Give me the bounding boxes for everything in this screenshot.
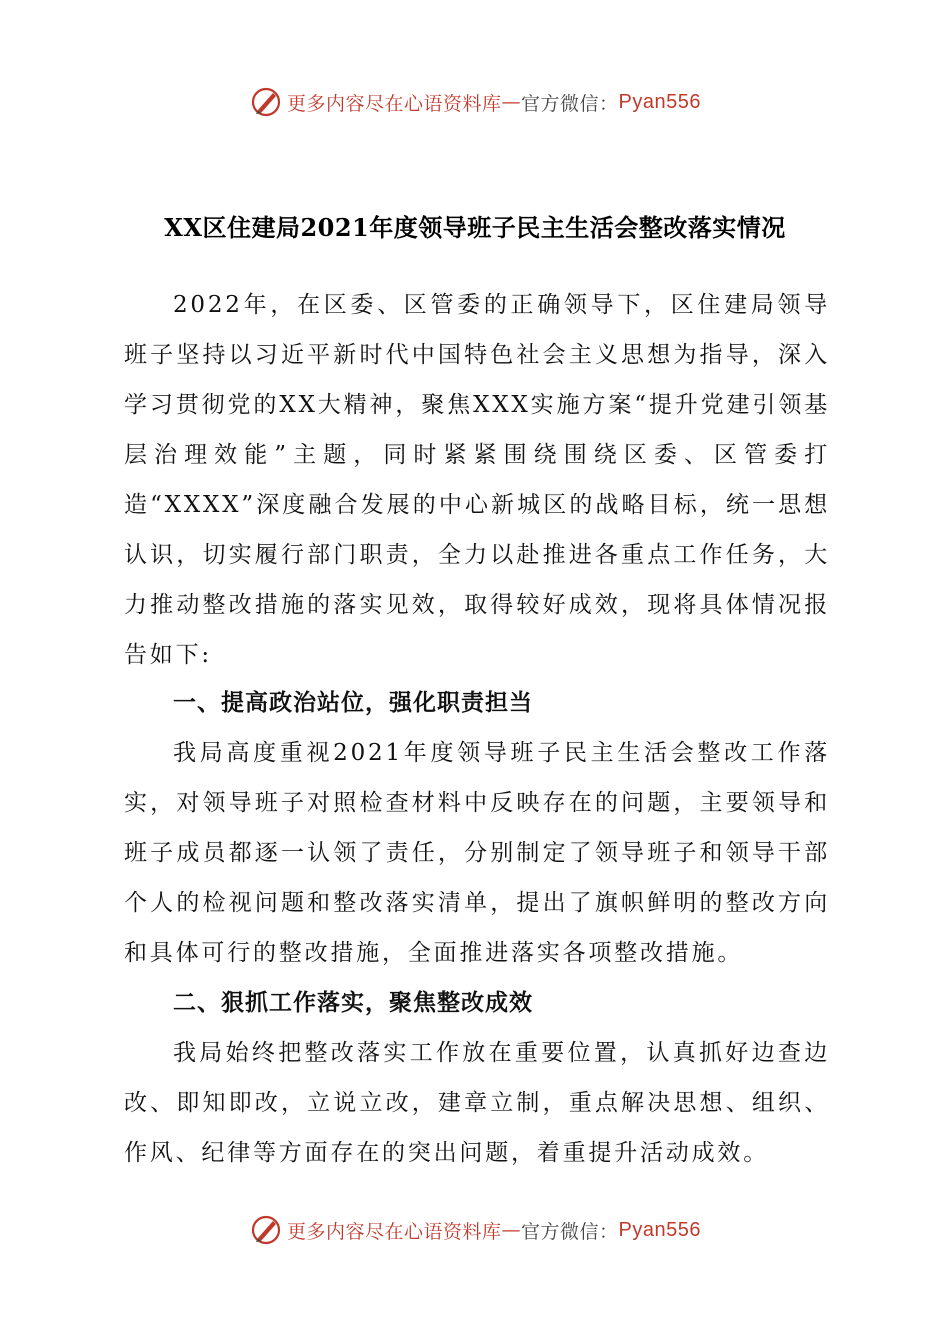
watermark-official-label: 官方微信： xyxy=(521,92,619,115)
watermark-library-text: 更多内容尽在心语资料库 xyxy=(287,1220,502,1243)
section-heading-2: 二、狠抓工作落实，聚焦整改成效 xyxy=(173,990,533,1016)
watermark-wechat-id: Pyan556 xyxy=(618,1218,701,1241)
pen-circle-logo-icon xyxy=(249,1213,283,1247)
watermark-dash: — xyxy=(501,1219,522,1241)
watermark-dash: — xyxy=(501,91,522,113)
document-title: XX区住建局2021年度领导班子民主生活会整改落实情况 xyxy=(164,213,786,242)
intro-paragraph: 2022年，在区委、区管委的正确领导下，区住建局领导班子坚持以习近平新时代中国特色社会主义思想为指导，深入学习贯彻党的XX大精神，聚焦XXX实施方案“提升党建引领基层治理效能”主题，同时紧紧围绕围绕区委、区管委打造“XXXX”深度融合发展的中心新城区的战略目标，统一思想认识，切实履行部门职责，全力以赴推进各重点工作任务，大力推动整改措施的落实见效，取得较好成效，现将具体情况报告如下: xyxy=(124,292,830,668)
watermark-library-text: 更多内容尽在心语资料库 xyxy=(287,92,502,115)
footer-watermark xyxy=(0,1210,950,1250)
section-heading-1: 一、提高政治站位，强化职责担当 xyxy=(173,690,533,716)
section-paragraph-2: 我局始终把整改落实工作放在重要位置，认真抓好边查边改、即知即改，立说立改，建章立制，重点解决思想、组织、作风、纪律等方面存在的突出问题，着重提升活动成效。 xyxy=(124,1040,830,1166)
watermark-official-label: 官方微信： xyxy=(521,1220,619,1243)
section-paragraph-1: 我局高度重视2021年度领导班子民主生活会整改工作落实，对领导班子对照检查材料中反映存在的问题，主要领导和班子成员都逐一认领了责任，分别制定了领导班子和领导干部个人的检视问题和整改落实清单，提出了旗帜鲜明的整改方向和具体可行的整改措施，全面推进落实各项整改措施。 xyxy=(124,740,830,966)
watermark-wechat-id: Pyan556 xyxy=(618,90,701,113)
header-watermark xyxy=(0,82,950,122)
pen-circle-logo-icon xyxy=(249,85,283,119)
